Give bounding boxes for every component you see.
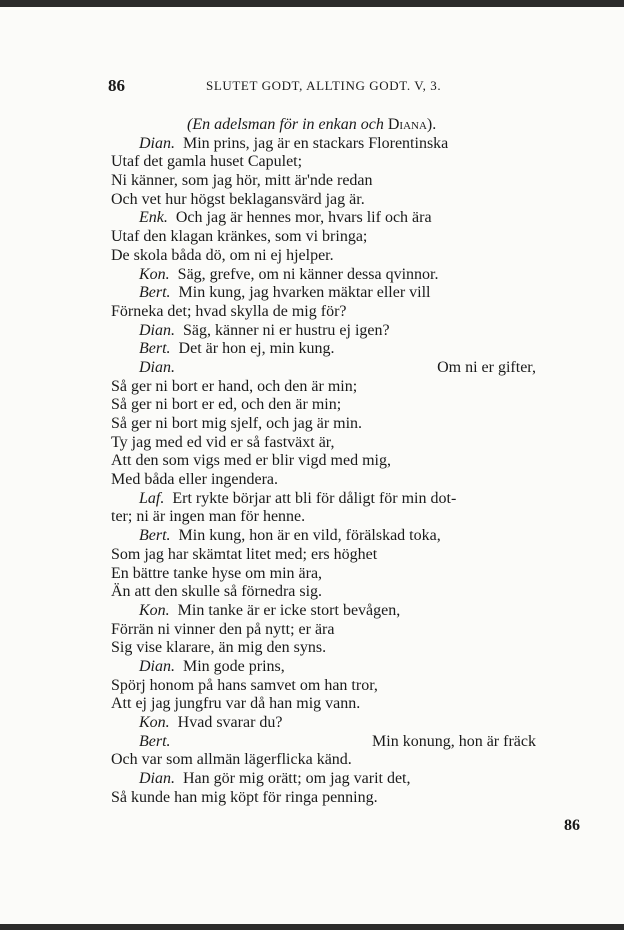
speaker-name: Bert.: [139, 732, 171, 750]
line-text: Som jag har skämtat litet med; ers höghet: [111, 545, 378, 563]
speech-line: [111, 359, 601, 378]
line-text: Att ej jag jungfru var då han mig vann.: [111, 695, 361, 713]
line-text: Min kung, jag hvarken mäktar eller vill: [178, 284, 431, 302]
speaker-name: Bert.: [139, 284, 171, 302]
speech-line: [111, 322, 601, 341]
verse-line: [111, 621, 601, 640]
speaker-name: Dian.: [139, 321, 175, 339]
verse-line: [111, 228, 601, 247]
line-text: ter; ni är ingen man för henne.: [111, 508, 306, 526]
line-text: Spörj honom på hans samvet om han tror,: [111, 676, 378, 694]
line-text: Så ger ni bort er hand, och den är min;: [111, 377, 358, 395]
verse-line: [111, 789, 601, 808]
verse-line: [111, 153, 601, 172]
line-text: Utaf den klagan kränkes, som vi bringa;: [111, 228, 368, 246]
speaker-name: Bert.: [139, 527, 171, 545]
line-text: Ni känner, som jag hör, mitt är'nde redan: [111, 172, 373, 190]
line-text: Och jag är hennes mor, hvars lif och ära: [175, 209, 432, 227]
speech-line: [111, 527, 601, 546]
signature-mark: 86: [564, 817, 580, 834]
line-text: Säg, känner ni er hustru ej igen?: [183, 321, 390, 339]
line-text: Förrän ni vinner den på nytt; er ära: [111, 620, 335, 638]
line-text-continued: Om ni er gifter,: [437, 358, 536, 376]
line-text: Förneka det; hvad skylla de mig för?: [111, 302, 347, 320]
speech-line: [111, 135, 601, 154]
line-text: Min prins, jag är en stackars Florentinska: [183, 134, 449, 152]
speaker-name: Kon.: [139, 265, 170, 283]
scan-bottom-edge: [0, 924, 624, 930]
verse-line: [111, 415, 601, 434]
stage-direction-text: (En adelsman för in enkan och: [187, 116, 388, 133]
speech-line: [111, 340, 601, 359]
verse-line: [111, 583, 601, 602]
verse-line: [111, 247, 601, 266]
speaker-name: Enk.: [139, 209, 168, 227]
line-text: Det är hon ej, min kung.: [178, 340, 335, 358]
speech-line: [111, 602, 601, 621]
line-text: Med båda eller ingendera.: [111, 471, 279, 489]
stage-direction-name: Diana: [387, 116, 427, 133]
verse-line: [111, 639, 601, 658]
verse-line: [111, 378, 601, 397]
verse-line: [111, 471, 601, 490]
line-text: Hvad svarar du?: [177, 714, 283, 731]
speech-line: [111, 490, 601, 509]
line-text: Min tanke är er icke stort bevågen,: [177, 601, 401, 619]
page-number: 86: [108, 76, 125, 95]
line-text: Ert rykte börjar att bli för dåligt för min dot-: [172, 489, 457, 507]
verse-line: [111, 695, 601, 714]
verse-line: [111, 565, 601, 584]
speaker-name: Bert.: [139, 340, 171, 358]
speaker-name: Kon.: [139, 601, 170, 619]
verse-line: [111, 303, 601, 322]
scan-top-edge: [0, 0, 624, 7]
verse-lines: [111, 135, 601, 808]
line-text-continued: Min konung, hon är fräck: [372, 732, 536, 750]
line-text: Utaf det gamla huset Capulet;: [111, 153, 303, 171]
speaker-name: Dian.: [139, 358, 175, 376]
line-text: Och var som allmän lägerflicka känd.: [111, 751, 352, 769]
speech-line: [111, 658, 601, 677]
verse-line: [111, 546, 601, 565]
line-text: Min gode prins,: [183, 657, 285, 675]
verse-line: [111, 452, 601, 471]
line-text: Han gör mig orätt; om jag varit det,: [183, 770, 411, 788]
page-header: [108, 76, 508, 96]
stage-direction: [111, 116, 601, 135]
speech-line: [111, 284, 601, 303]
line-text: Så ger ni bort er ed, och den är min;: [111, 396, 342, 414]
line-text: Att den som vigs med er blir vigd med mig,: [111, 452, 391, 470]
speech-line: [111, 714, 601, 733]
line-text: En bättre tanke hyse om min ära,: [111, 564, 323, 582]
speaker-name: Kon.: [139, 714, 170, 731]
line-text: Säg, grefve, om ni känner dessa qvinnor.: [177, 265, 439, 283]
line-text: Ty jag med ed vid er så fastväxt är,: [111, 433, 335, 451]
play-text: [111, 116, 601, 807]
speech-line: [111, 209, 601, 228]
verse-line: [111, 751, 601, 770]
speaker-name: Dian.: [139, 657, 175, 675]
verse-line: [111, 172, 601, 191]
speech-line: [111, 266, 601, 285]
line-text: Min kung, hon är en vild, förälskad toka,: [178, 527, 441, 545]
verse-line: [111, 191, 601, 210]
running-title: SLUTET GODT, ALLTING GODT. V, 3.: [206, 78, 442, 93]
line-text: De skola båda dö, om ni ej hjelper.: [111, 246, 334, 264]
line-text: Än att den skulle så förnedra sig.: [111, 583, 323, 601]
line-text: Så ger ni bort mig sjelf, och jag är min.: [111, 415, 363, 432]
verse-line: [111, 434, 601, 453]
speaker-name: Dian.: [139, 134, 175, 152]
verse-line: [111, 396, 601, 415]
line-text: Och vet hur högst beklagansvärd jag är.: [111, 190, 365, 208]
speech-line: [111, 733, 601, 752]
speaker-name: Dian.: [139, 770, 175, 788]
speaker-name: Laf.: [139, 489, 165, 507]
line-text: Sig vise klarare, än mig den syns.: [111, 639, 327, 657]
verse-line: [111, 677, 601, 696]
speech-line: [111, 770, 601, 789]
verse-line: [111, 508, 601, 527]
line-text: Så kunde han mig köpt för ringa penning.: [111, 788, 378, 806]
stage-direction-suffix: ).: [426, 116, 437, 133]
